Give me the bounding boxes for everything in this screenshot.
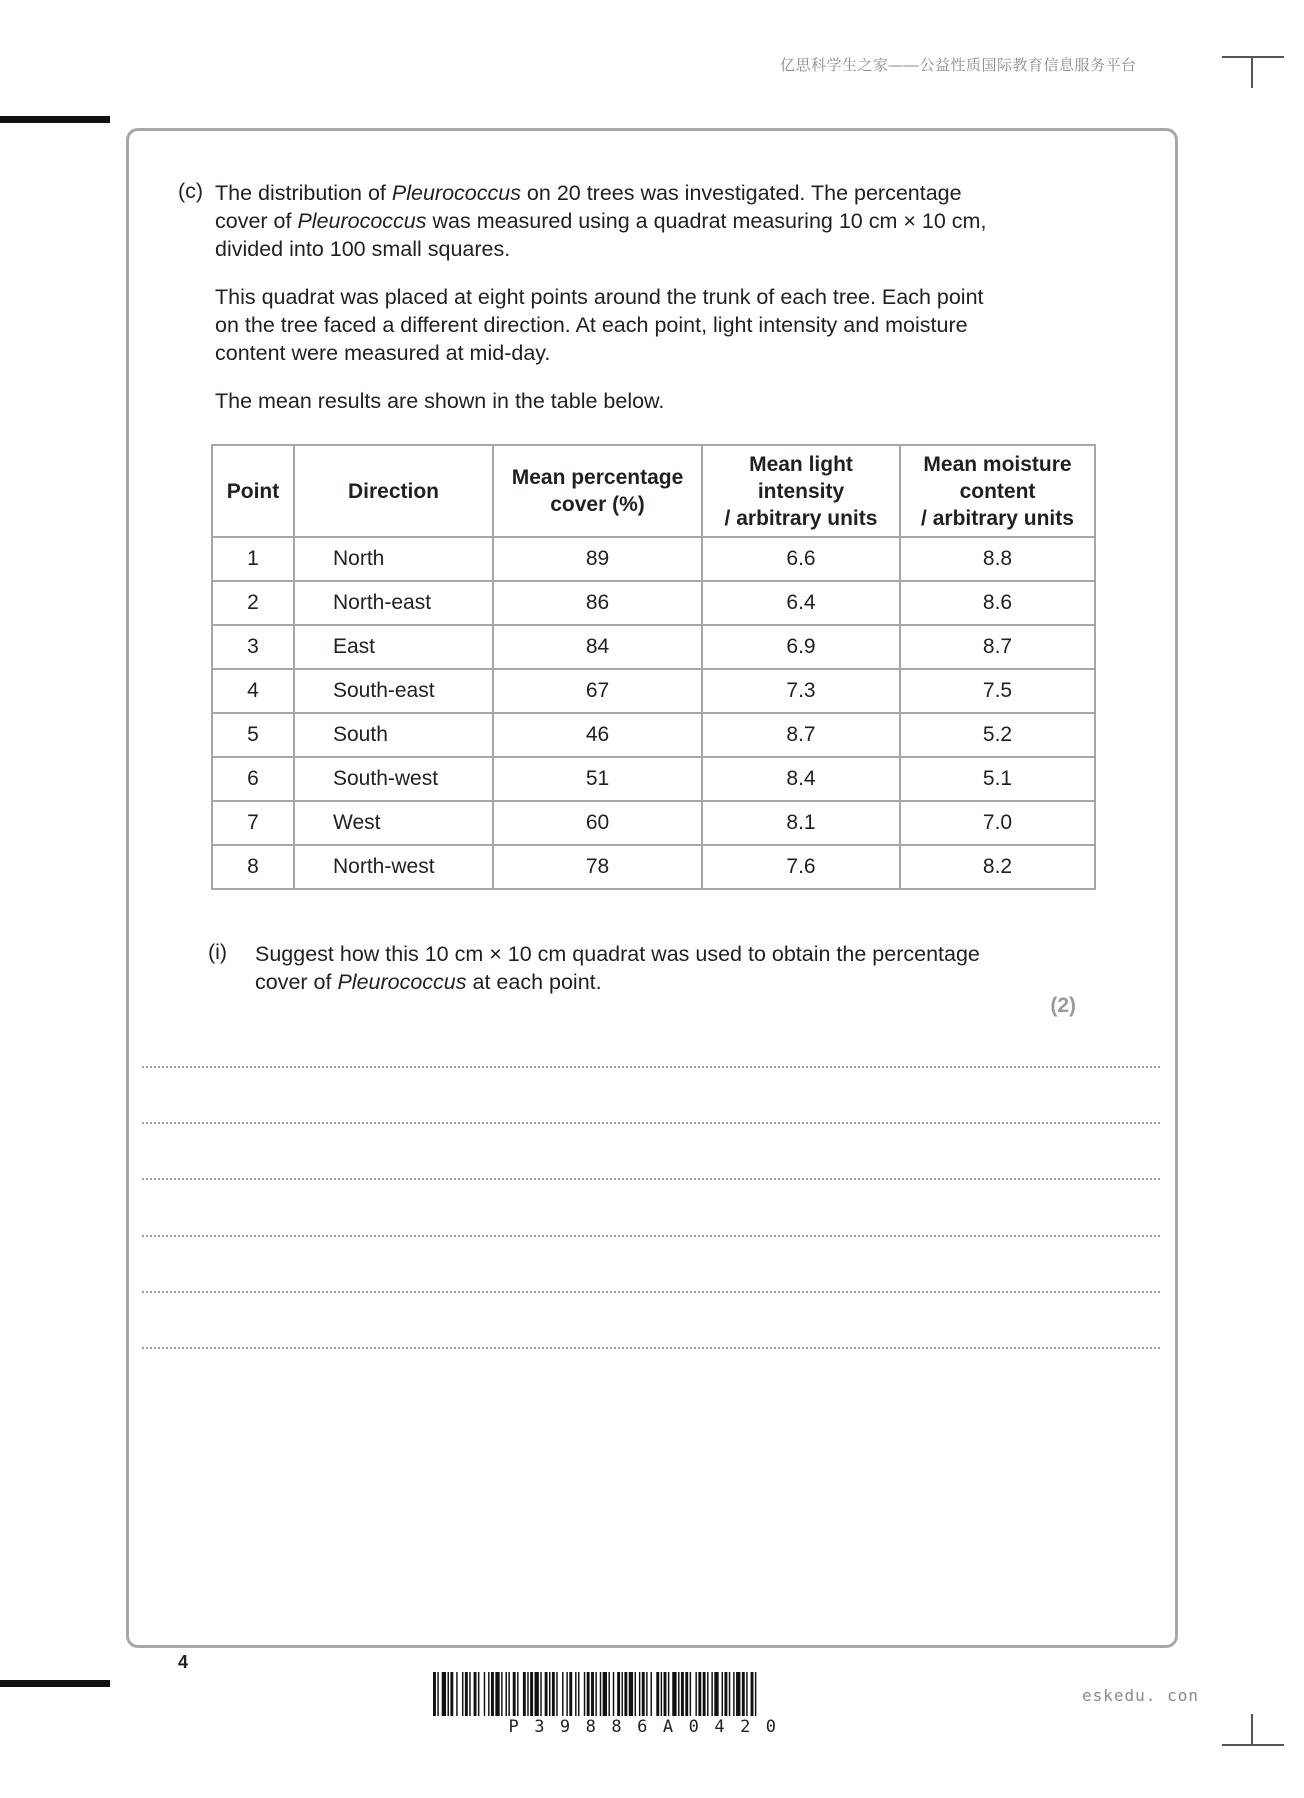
cell-light: 8.1 bbox=[702, 801, 900, 845]
cell-point: 8 bbox=[212, 845, 294, 889]
species-name: Pleurococcus bbox=[337, 970, 467, 994]
cell-moisture: 7.0 bbox=[900, 801, 1095, 845]
crop-mark-bottom-h bbox=[1222, 1744, 1284, 1746]
barcode-bar bbox=[668, 1672, 669, 1716]
barcode-bar bbox=[527, 1672, 528, 1716]
crop-mark-top-v bbox=[1251, 56, 1253, 88]
cell-light: 8.4 bbox=[702, 757, 900, 801]
barcode-bar bbox=[591, 1672, 594, 1716]
barcode-bar bbox=[495, 1672, 499, 1716]
cell-point: 1 bbox=[212, 537, 294, 581]
barcode-bar bbox=[722, 1672, 723, 1716]
barcode-bar bbox=[703, 1672, 706, 1716]
barcode-bar bbox=[608, 1672, 609, 1716]
header-text: / arbitrary units bbox=[724, 506, 878, 530]
part-label: (c) bbox=[178, 179, 204, 203]
barcode-bar bbox=[685, 1672, 688, 1716]
barcode-bar bbox=[724, 1672, 727, 1716]
cell-light: 6.9 bbox=[702, 625, 900, 669]
header-text: Mean percentage bbox=[511, 466, 684, 489]
table-row bbox=[212, 713, 1095, 757]
barcode-bar bbox=[661, 1672, 662, 1716]
answer-line-3[interactable] bbox=[142, 1178, 1160, 1180]
barcode-bar bbox=[746, 1672, 747, 1716]
header-text: cover (%) bbox=[550, 493, 645, 516]
answer-line-5[interactable] bbox=[142, 1291, 1160, 1293]
table-header-row bbox=[212, 445, 1095, 537]
header-text: / arbitrary units bbox=[921, 506, 1074, 530]
cell-cover: 78 bbox=[493, 845, 702, 889]
cell-point: 6 bbox=[212, 757, 294, 801]
intro-text: content were measured at mid-day. bbox=[215, 341, 551, 365]
subquestion-line: Suggest how this 10 cm × 10 cm quadrat was used to obtain the percentage bbox=[255, 942, 980, 966]
barcode-bar bbox=[729, 1672, 730, 1716]
barcode-bar bbox=[575, 1672, 576, 1716]
table-row bbox=[212, 537, 1095, 581]
barcode-bar bbox=[622, 1672, 623, 1716]
cell-point: 5 bbox=[212, 713, 294, 757]
question-intro bbox=[215, 179, 1055, 415]
barcode-bar bbox=[530, 1672, 533, 1716]
intro-text: cover of bbox=[215, 209, 298, 233]
barcode-bar bbox=[635, 1672, 636, 1716]
cell-cover: 60 bbox=[493, 801, 702, 845]
barcode-bar bbox=[488, 1672, 489, 1716]
barcode-bar bbox=[613, 1672, 614, 1716]
barcode-bar bbox=[491, 1672, 494, 1716]
subquestion-label: (i) bbox=[208, 940, 228, 964]
barcode-bar bbox=[535, 1672, 539, 1716]
intro-text: This quadrat was placed at eight points around the trunk of each tree. Each point bbox=[215, 285, 984, 309]
cell-moisture: 8.2 bbox=[900, 845, 1095, 889]
barcode-bar bbox=[578, 1672, 579, 1716]
species-name: Pleurococcus bbox=[297, 209, 427, 233]
header-light bbox=[702, 445, 900, 537]
barcode-bar bbox=[569, 1672, 572, 1716]
barcode-bar bbox=[595, 1672, 596, 1716]
subquestion-text bbox=[255, 940, 1115, 996]
cell-moisture: 8.6 bbox=[900, 581, 1095, 625]
barcode-bar bbox=[549, 1672, 550, 1716]
table-row bbox=[212, 845, 1095, 889]
intro-text: on 20 trees was investigated. The percentage bbox=[520, 181, 962, 205]
margin-bar-bottom bbox=[0, 1680, 110, 1687]
margin-bar-top bbox=[0, 116, 110, 123]
cell-cover: 67 bbox=[493, 669, 702, 713]
header-point: Point bbox=[212, 445, 294, 537]
site-watermark: eskedu. con bbox=[1082, 1686, 1199, 1705]
cell-cover: 51 bbox=[493, 757, 702, 801]
barcode-bar bbox=[690, 1672, 691, 1716]
cell-light: 6.4 bbox=[702, 581, 900, 625]
barcode-bar bbox=[506, 1672, 507, 1716]
barcode-bar bbox=[672, 1672, 676, 1716]
crop-mark-top-h bbox=[1222, 56, 1284, 58]
barcode-bar bbox=[681, 1672, 684, 1716]
barcode-bar bbox=[587, 1672, 590, 1716]
barcode-bar bbox=[552, 1672, 555, 1716]
cell-direction: West bbox=[294, 801, 493, 845]
header-moisture bbox=[900, 445, 1095, 537]
header-watermark: 亿思科学生之家——公益性质国际教育信息服务平台 bbox=[780, 57, 1137, 74]
barcode-bar bbox=[639, 1672, 640, 1716]
barcode-bar bbox=[462, 1672, 463, 1716]
barcode-bar bbox=[600, 1672, 601, 1716]
cell-direction: South bbox=[294, 713, 493, 757]
cell-direction: North-east bbox=[294, 581, 493, 625]
marks-label: (2) bbox=[1050, 994, 1076, 1017]
barcode-bar bbox=[656, 1672, 659, 1716]
answer-line-2[interactable] bbox=[142, 1122, 1160, 1124]
intro-text: was measured using a quadrat measuring 10 cm × 10 cm, bbox=[426, 209, 987, 233]
header-cover bbox=[493, 445, 702, 537]
subquestion-paragraph bbox=[255, 940, 1115, 996]
barcode-bar bbox=[501, 1672, 502, 1716]
barcode-bar bbox=[478, 1672, 479, 1716]
intro-text: divided into 100 small squares. bbox=[215, 237, 511, 261]
page-number: 4 bbox=[178, 1652, 189, 1672]
barcode-bar bbox=[736, 1672, 740, 1716]
barcode-bar bbox=[714, 1672, 718, 1716]
barcode bbox=[433, 1672, 867, 1716]
cell-moisture: 8.7 bbox=[900, 625, 1095, 669]
crop-mark-bottom-v bbox=[1251, 1714, 1253, 1746]
barcode-bar bbox=[508, 1672, 509, 1716]
header-text: intensity bbox=[757, 479, 845, 503]
cell-cover: 89 bbox=[493, 537, 702, 581]
barcode-bar bbox=[545, 1672, 548, 1716]
cell-light: 8.7 bbox=[702, 713, 900, 757]
table-row bbox=[212, 801, 1095, 845]
cell-point: 7 bbox=[212, 801, 294, 845]
header-direction: Direction bbox=[294, 445, 493, 537]
barcode-bar bbox=[474, 1672, 477, 1716]
cell-direction: North bbox=[294, 537, 493, 581]
barcode-bar bbox=[437, 1672, 438, 1716]
barcode-bar bbox=[465, 1672, 468, 1716]
cell-cover: 84 bbox=[493, 625, 702, 669]
cell-cover: 86 bbox=[493, 581, 702, 625]
cell-moisture: 5.1 bbox=[900, 757, 1095, 801]
barcode-bar bbox=[433, 1672, 436, 1716]
cell-direction: South-east bbox=[294, 669, 493, 713]
barcode-bar bbox=[642, 1672, 645, 1716]
header-text: Mean moisture bbox=[923, 452, 1072, 476]
cell-cover: 46 bbox=[493, 713, 702, 757]
barcode-bar bbox=[742, 1672, 745, 1716]
subquestion-line: cover of bbox=[255, 970, 338, 994]
intro-text: The mean results are shown in the table below. bbox=[215, 389, 665, 413]
cell-light: 7.3 bbox=[702, 669, 900, 713]
table-row bbox=[212, 581, 1095, 625]
cell-moisture: 7.5 bbox=[900, 669, 1095, 713]
barcode-bar bbox=[711, 1672, 712, 1716]
intro-text: The distribution of bbox=[215, 181, 392, 205]
barcode-bar bbox=[751, 1672, 754, 1716]
results-table bbox=[211, 444, 1096, 890]
barcode-bar bbox=[456, 1672, 457, 1716]
barcode-bar bbox=[733, 1672, 734, 1716]
header-text: Mean light bbox=[749, 452, 853, 476]
table-row bbox=[212, 625, 1095, 669]
header-text: content bbox=[959, 479, 1036, 503]
cell-direction: North-west bbox=[294, 845, 493, 889]
barcode-bar bbox=[450, 1672, 453, 1716]
barcode-bar bbox=[678, 1672, 679, 1716]
barcode-bar bbox=[646, 1672, 647, 1716]
barcode-bar bbox=[469, 1672, 470, 1716]
barcode-bar bbox=[540, 1672, 541, 1716]
answer-line-1[interactable] bbox=[142, 1066, 1160, 1068]
barcode-bar bbox=[517, 1672, 518, 1716]
barcode-bar bbox=[566, 1672, 567, 1716]
cell-direction: South-west bbox=[294, 757, 493, 801]
barcode-bar bbox=[698, 1672, 701, 1716]
barcode-bar bbox=[755, 1672, 756, 1716]
species-name: Pleurococcus bbox=[391, 181, 521, 205]
cell-moisture: 8.8 bbox=[900, 537, 1095, 581]
barcode-bar bbox=[448, 1672, 449, 1716]
intro-paragraph-2 bbox=[215, 283, 1055, 367]
barcode-bar bbox=[513, 1672, 516, 1716]
table-row bbox=[212, 757, 1095, 801]
cell-light: 7.6 bbox=[702, 845, 900, 889]
barcode-bar bbox=[617, 1672, 620, 1716]
barcode-bar bbox=[442, 1672, 446, 1716]
barcode-bar bbox=[629, 1672, 633, 1716]
answer-line-6[interactable] bbox=[142, 1347, 1160, 1349]
barcode-bar bbox=[624, 1672, 627, 1716]
barcode-bar bbox=[584, 1672, 585, 1716]
cell-point: 3 bbox=[212, 625, 294, 669]
cell-light: 6.6 bbox=[702, 537, 900, 581]
cell-point: 4 bbox=[212, 669, 294, 713]
barcode-bar bbox=[695, 1672, 696, 1716]
barcode-bar bbox=[562, 1672, 563, 1716]
barcode-bar bbox=[556, 1672, 557, 1716]
barcode-bar bbox=[707, 1672, 708, 1716]
intro-paragraph-3 bbox=[215, 387, 1055, 415]
subquestion-line: at each point. bbox=[466, 970, 602, 994]
table-row bbox=[212, 669, 1095, 713]
barcode-bar bbox=[603, 1672, 607, 1716]
barcode-bar bbox=[651, 1672, 652, 1716]
cell-point: 2 bbox=[212, 581, 294, 625]
barcode-bar bbox=[664, 1672, 667, 1716]
barcode-text: P39886A0420 bbox=[508, 1717, 792, 1737]
intro-text: on the tree faced a different direction. At each point, light intensity and moisture bbox=[215, 313, 968, 337]
cell-direction: East bbox=[294, 625, 493, 669]
barcode-bar bbox=[523, 1672, 526, 1716]
answer-line-4[interactable] bbox=[142, 1235, 1160, 1237]
intro-paragraph-1 bbox=[215, 179, 1055, 263]
barcode-bar bbox=[484, 1672, 485, 1716]
cell-moisture: 5.2 bbox=[900, 713, 1095, 757]
